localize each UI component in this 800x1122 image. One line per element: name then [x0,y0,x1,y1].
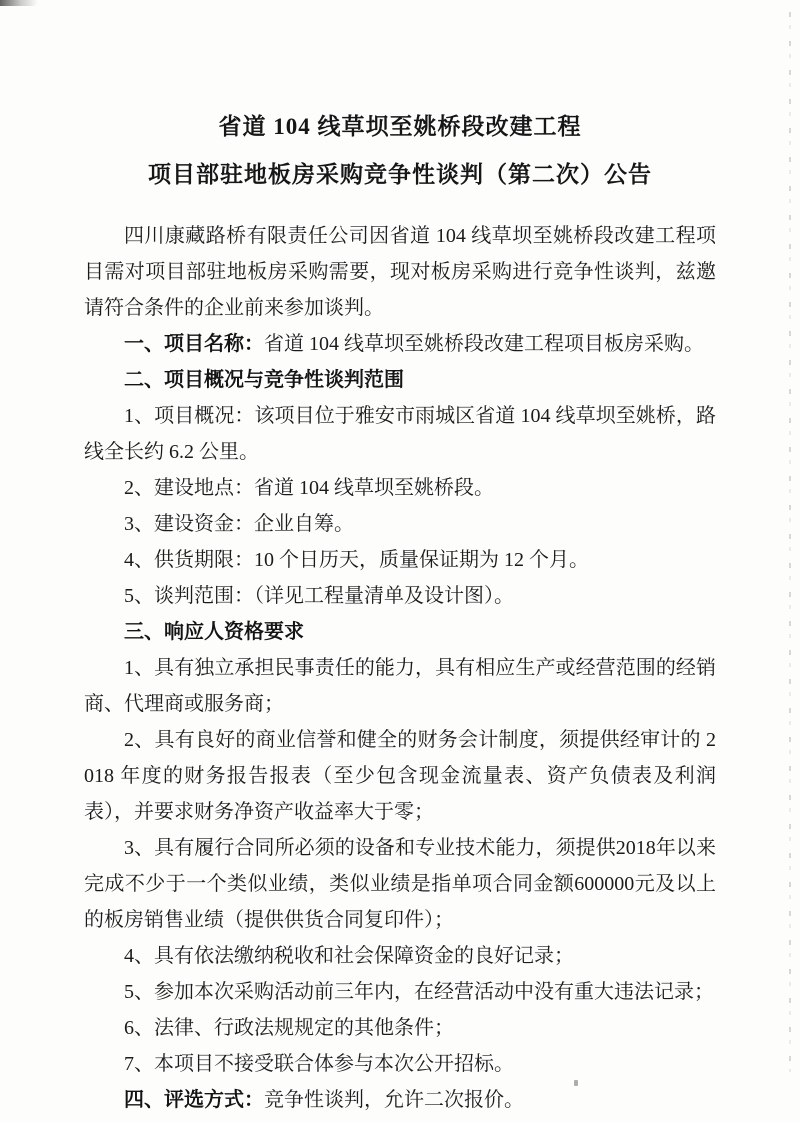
item-1-project-overview-text: 1、项目概况：该项目位于雅安市雨城区省道 104 线草坝至姚桥，路线全长约 6.2 公里。 [84,405,716,463]
item-5-negotiation-scope [84,578,716,614]
item-3-funding-text: 3、建设资金：企业自筹。 [124,513,354,535]
item-2-location [84,470,716,506]
scan-smudge-artifact [0,0,38,6]
req-5-no-violations-text: 5、参加本次采购活动前三年内，在经营活动中没有重大违法记录； [124,981,714,1003]
para-intro [84,218,716,326]
req-4-tax-record [84,938,716,974]
req-1-civil-liability-text: 1、具有独立承担民事责任的能力，具有相应生产或经营范围的经销商、代理商或服务商； [84,657,716,715]
item-selection-method-text: 竞争性谈判，允许二次报价。 [264,1089,524,1111]
item-1-project-overview [84,398,716,470]
item-5-negotiation-scope-text: 5、谈判范围：（详见工程量清单及设计图）。 [124,585,514,607]
req-7-no-consortium [84,1046,716,1082]
heading-overview-scope-lead: 二、项目概况与竞争性谈判范围 [124,369,404,391]
req-1-civil-liability [84,650,716,722]
document-body [84,218,716,1118]
item-selection-method [84,1082,716,1118]
scanner-edge-line-artifact [789,12,791,1072]
req-3-technical-capability [84,830,716,938]
req-7-no-consortium-text: 7、本项目不接受联合体参与本次公开招标。 [124,1053,514,1075]
req-6-other-conditions [84,1010,716,1046]
item-2-location-text: 2、建设地点：省道 104 线草坝至姚桥段。 [124,477,494,499]
item-4-supply-period-text: 4、供货期限：10 个日历天，质量保证期为 12 个月。 [124,549,589,571]
para-intro-text: 四川康藏路桥有限责任公司因省道 104 线草坝至姚桥段改建工程项目需对项目部驻地板房采购需要，现对板房采购进行竞争性谈判，兹邀请符合条件的企业前来参加谈判。 [84,225,716,319]
heading-qualification-requirements-lead: 三、响应人资格要求 [124,621,304,643]
item-3-funding [84,506,716,542]
document-title-line1: 省道 104 线草坝至姚桥段改建工程 [218,114,582,139]
item-project-name-text: 省道 104 线草坝至姚桥段改建工程项目板房采购。 [264,333,704,355]
scan-speck-artifact [574,1080,578,1086]
req-5-no-violations [84,974,716,1010]
heading-overview-scope [84,362,716,398]
req-2-financial-reports [84,722,716,830]
document-title-line2: 项目部驻地板房采购竞争性谈判（第二次）公告 [148,162,652,187]
item-selection-method-lead: 四、评选方式： [124,1089,264,1111]
req-3-technical-capability-text: 3、具有履行合同所必须的设备和专业技术能力，须提供2018年以来完成不少于一个类似业绩，类似业绩是指单项合同金额600000元及以上的板房销售业绩（提供供货合同复印件）； [84,837,716,931]
req-6-other-conditions-text: 6、法律、行政法规规定的其他条件； [124,1017,454,1039]
heading-qualification-requirements [84,614,716,650]
item-4-supply-period [84,542,716,578]
item-project-name [84,326,716,362]
req-4-tax-record-text: 4、具有依法缴纳税收和社会保障资金的良好记录； [124,945,574,967]
req-2-financial-reports-text: 2、具有良好的商业信誉和健全的财务会计制度，须提供经审计的 2018 年度的财务报告报表（至少包含现金流量表、资产负债表及利润表），并要求财务净资产收益率大于零； [84,729,716,823]
item-project-name-lead: 一、项目名称： [124,333,264,355]
document-title [0,0,800,199]
